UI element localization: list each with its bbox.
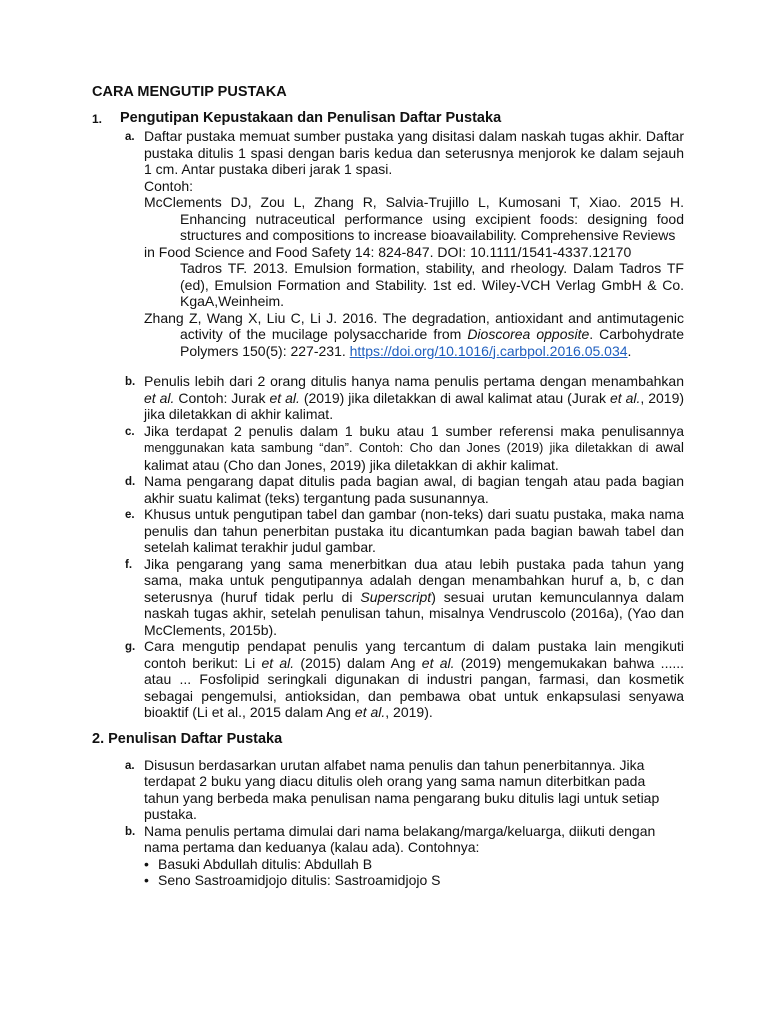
- list-item-2b: [92, 823, 684, 889]
- text: (2015) dalam Ang: [294, 654, 422, 671]
- item-label: a.: [125, 759, 135, 772]
- list-item-1a: [92, 128, 684, 359]
- section-2-heading: 2. Penulisan Daftar Pustaka: [92, 730, 283, 747]
- reference-zhang-text: Zhang Z, Wang X, Liu C, Li J. 2016. The degradation, antioxidant and antimutagenic activity of the mucilage polysaccharide from: [144, 309, 684, 342]
- italic-text: Superscript: [360, 588, 432, 605]
- list-item-1f: [92, 556, 684, 639]
- punctuation: .: [627, 342, 632, 359]
- list-item-1e: [92, 506, 684, 556]
- item-label: g.: [125, 641, 136, 653]
- item-label: a.: [125, 131, 135, 143]
- paragraph-nama-pengarang: Nama pengarang dapat ditulis pada bagian awal, di bagian tengah atau pada bagian akhir suatu kalimat (teks) tergantung pada susunannya.: [144, 473, 684, 506]
- bullet-icon: •: [144, 855, 149, 872]
- paragraph-tabel-gambar: Khusus untuk pengutipan tabel dan gambar (non-teks) dari suatu pustaka, maka nama penulis dan tahun penerbitan pustaka itu dicantumkan pada bagian bawah tabel dan setelah kalimat terakhir judul gambar.: [144, 506, 684, 555]
- section-1-heading: [92, 110, 684, 126]
- list-item-1d: [92, 473, 684, 506]
- paragraph-daftar-pustaka: Daftar pustaka memuat sumber pustaka yang disitasi dalam naskah tugas akhir. Daftar pustaka ditulis 1 spasi dengan baris kedua dan seterusnya menjorok ke dalam sejauh 1 cm. Antar pustaka diberi jarak 1 spasi.: [144, 128, 684, 177]
- list-item-1g: [92, 638, 684, 721]
- item-label: b.: [125, 825, 136, 838]
- text: Jika terdapat 2 penulis dalam 1 buku atau 1 sumber referensi maka penulisannya: [144, 422, 684, 439]
- text: (2019) jika diletakkan di awal kalimat atau (Jurak: [299, 389, 610, 406]
- italic-text: et al.: [269, 389, 300, 406]
- paragraph-et-al: [144, 373, 684, 423]
- section-1-number: 1.: [92, 112, 103, 126]
- reference-zhang-journal: . Carbohydrate Polymers 150(5): 227-231.: [180, 326, 684, 359]
- text: awal kalimat atau (Cho dan Jones, 2019) jika diletakkan di akhir kalimat.: [144, 439, 684, 473]
- italic-text: et al.: [354, 704, 386, 720]
- text: Penulis lebih dari 2 orang ditulis hanya nama penulis pertama dengan menambahkan: [144, 373, 684, 389]
- paragraph-pengarang-sama: [144, 556, 684, 639]
- text: Jika pengarang yang sama menerbitkan dua atau lebih pustaka pada tahun yang sama, maka untuk pengutipannya adalah dengan menambahkan huruf a, b, c dan seterusnya (huruf tidak perlu di: [144, 555, 684, 605]
- doi-link[interactable]: https://doi.org/10.1016/j.carbpol.2016.05.034: [349, 342, 628, 359]
- bullet-item: [144, 872, 684, 889]
- text: Contoh: Jurak: [174, 389, 270, 406]
- paragraph-nama-penulis: Nama penulis pertama dimulai dari nama belakang/marga/keluarga, diikuti dengan nama pertama dan keduanya (kalau ada). Contohnya:: [144, 822, 656, 855]
- bullet-text: Seno Sastroamidjojo ditulis: Sastroamidjojo S: [158, 872, 441, 888]
- item-label: e.: [125, 509, 135, 521]
- reference-mcclements-journal: in Food Science and Food Safety 14: 824-847. DOI: 10.1111/1541-4337.12170: [144, 243, 632, 260]
- list-item-2a: [92, 757, 684, 823]
- paragraph-kutipan-sekunder: [144, 638, 684, 721]
- item-label: b.: [125, 376, 136, 388]
- italic-text: et al.: [261, 654, 295, 671]
- text: , 2019).: [385, 704, 433, 720]
- reference-mcclements-continued: [144, 244, 684, 310]
- bullet-item: [144, 856, 684, 873]
- contoh-label: Contoh:: [144, 177, 194, 194]
- text: menggunakan kata sambung “dan”. Contoh: Cho dan Jones (2019) jika diletakkan di: [144, 441, 649, 455]
- text: ) sesuai urutan kemunculannya dalam naskah tugas akhir, setelah penulisan tahun, misalnya Vendruscolo (2016a), (Yao dan McClements, 2015b).: [144, 588, 685, 638]
- text: (2019) mengemukakan bahwa ...... atau ... Fosfolipid seringkali digunakan di industri pangan, farmasi, dan kosmetik sebagai pengemulsi, antioksidan, dan pembawa obat untuk enkapsulasi senyawa bioaktif (Li et al., 2015 dalam Ang: [144, 654, 685, 720]
- item-label: c.: [125, 425, 135, 438]
- italic-text: et al.: [421, 654, 455, 671]
- italic-text: et al.: [144, 389, 175, 406]
- list-item-1c: [92, 423, 684, 474]
- document-title: CARA MENGUTIP PUSTAKA: [92, 84, 287, 100]
- paragraph-urutan-alfabet: Disusun berdasarkan urutan alfabet nama penulis dan tahun penerbitannya. Jika terdapat 2 buku yang diacu ditulis oleh orang yang sama namun diterbitkan pada tahun yang berbeda maka penulisan nama pengarang buku ditulis lagi untuk setiap pustaka.: [144, 756, 660, 822]
- text: , 2019) jika diletakkan di akhir kalimat.: [144, 389, 685, 422]
- section-1-title: Pengutipan Kepustakaan dan Penulisan Daftar Pustaka: [120, 110, 502, 126]
- bullet-text: Basuki Abdullah ditulis: Abdullah B: [158, 855, 373, 872]
- paragraph-dua-penulis: [144, 423, 684, 474]
- reference-tadros: Tadros TF. 2013. Emulsion formation, stability, and rheology. Dalam Tadros TF (ed), Emulsion Formation and Stability. 1st ed. Wiley-VCH Verlag GmbH & Co. KgaA,Weinheim.: [180, 260, 684, 309]
- bullet-icon: •: [144, 872, 149, 888]
- item-label: d.: [125, 476, 136, 488]
- reference-mcclements: McClements DJ, Zou L, Zhang R, Salvia-Trujillo L, Kumosani T, Xiao. 2015 H. Enhancing nutraceutical performance using excipient foods: designing food structures and compositions to increase bioavailability. Comprehensive Reviews: [144, 194, 684, 243]
- italic-text: et al.: [609, 389, 641, 406]
- text: Cara mengutip pendapat penulis yang tercantum di dalam pustaka lain mengikuti contoh berikut: Li: [144, 638, 684, 671]
- list-item-1b: [92, 373, 684, 423]
- species-name: Dioscorea opposite: [467, 326, 590, 342]
- item-label: f.: [125, 558, 133, 571]
- reference-zhang: [144, 310, 684, 360]
